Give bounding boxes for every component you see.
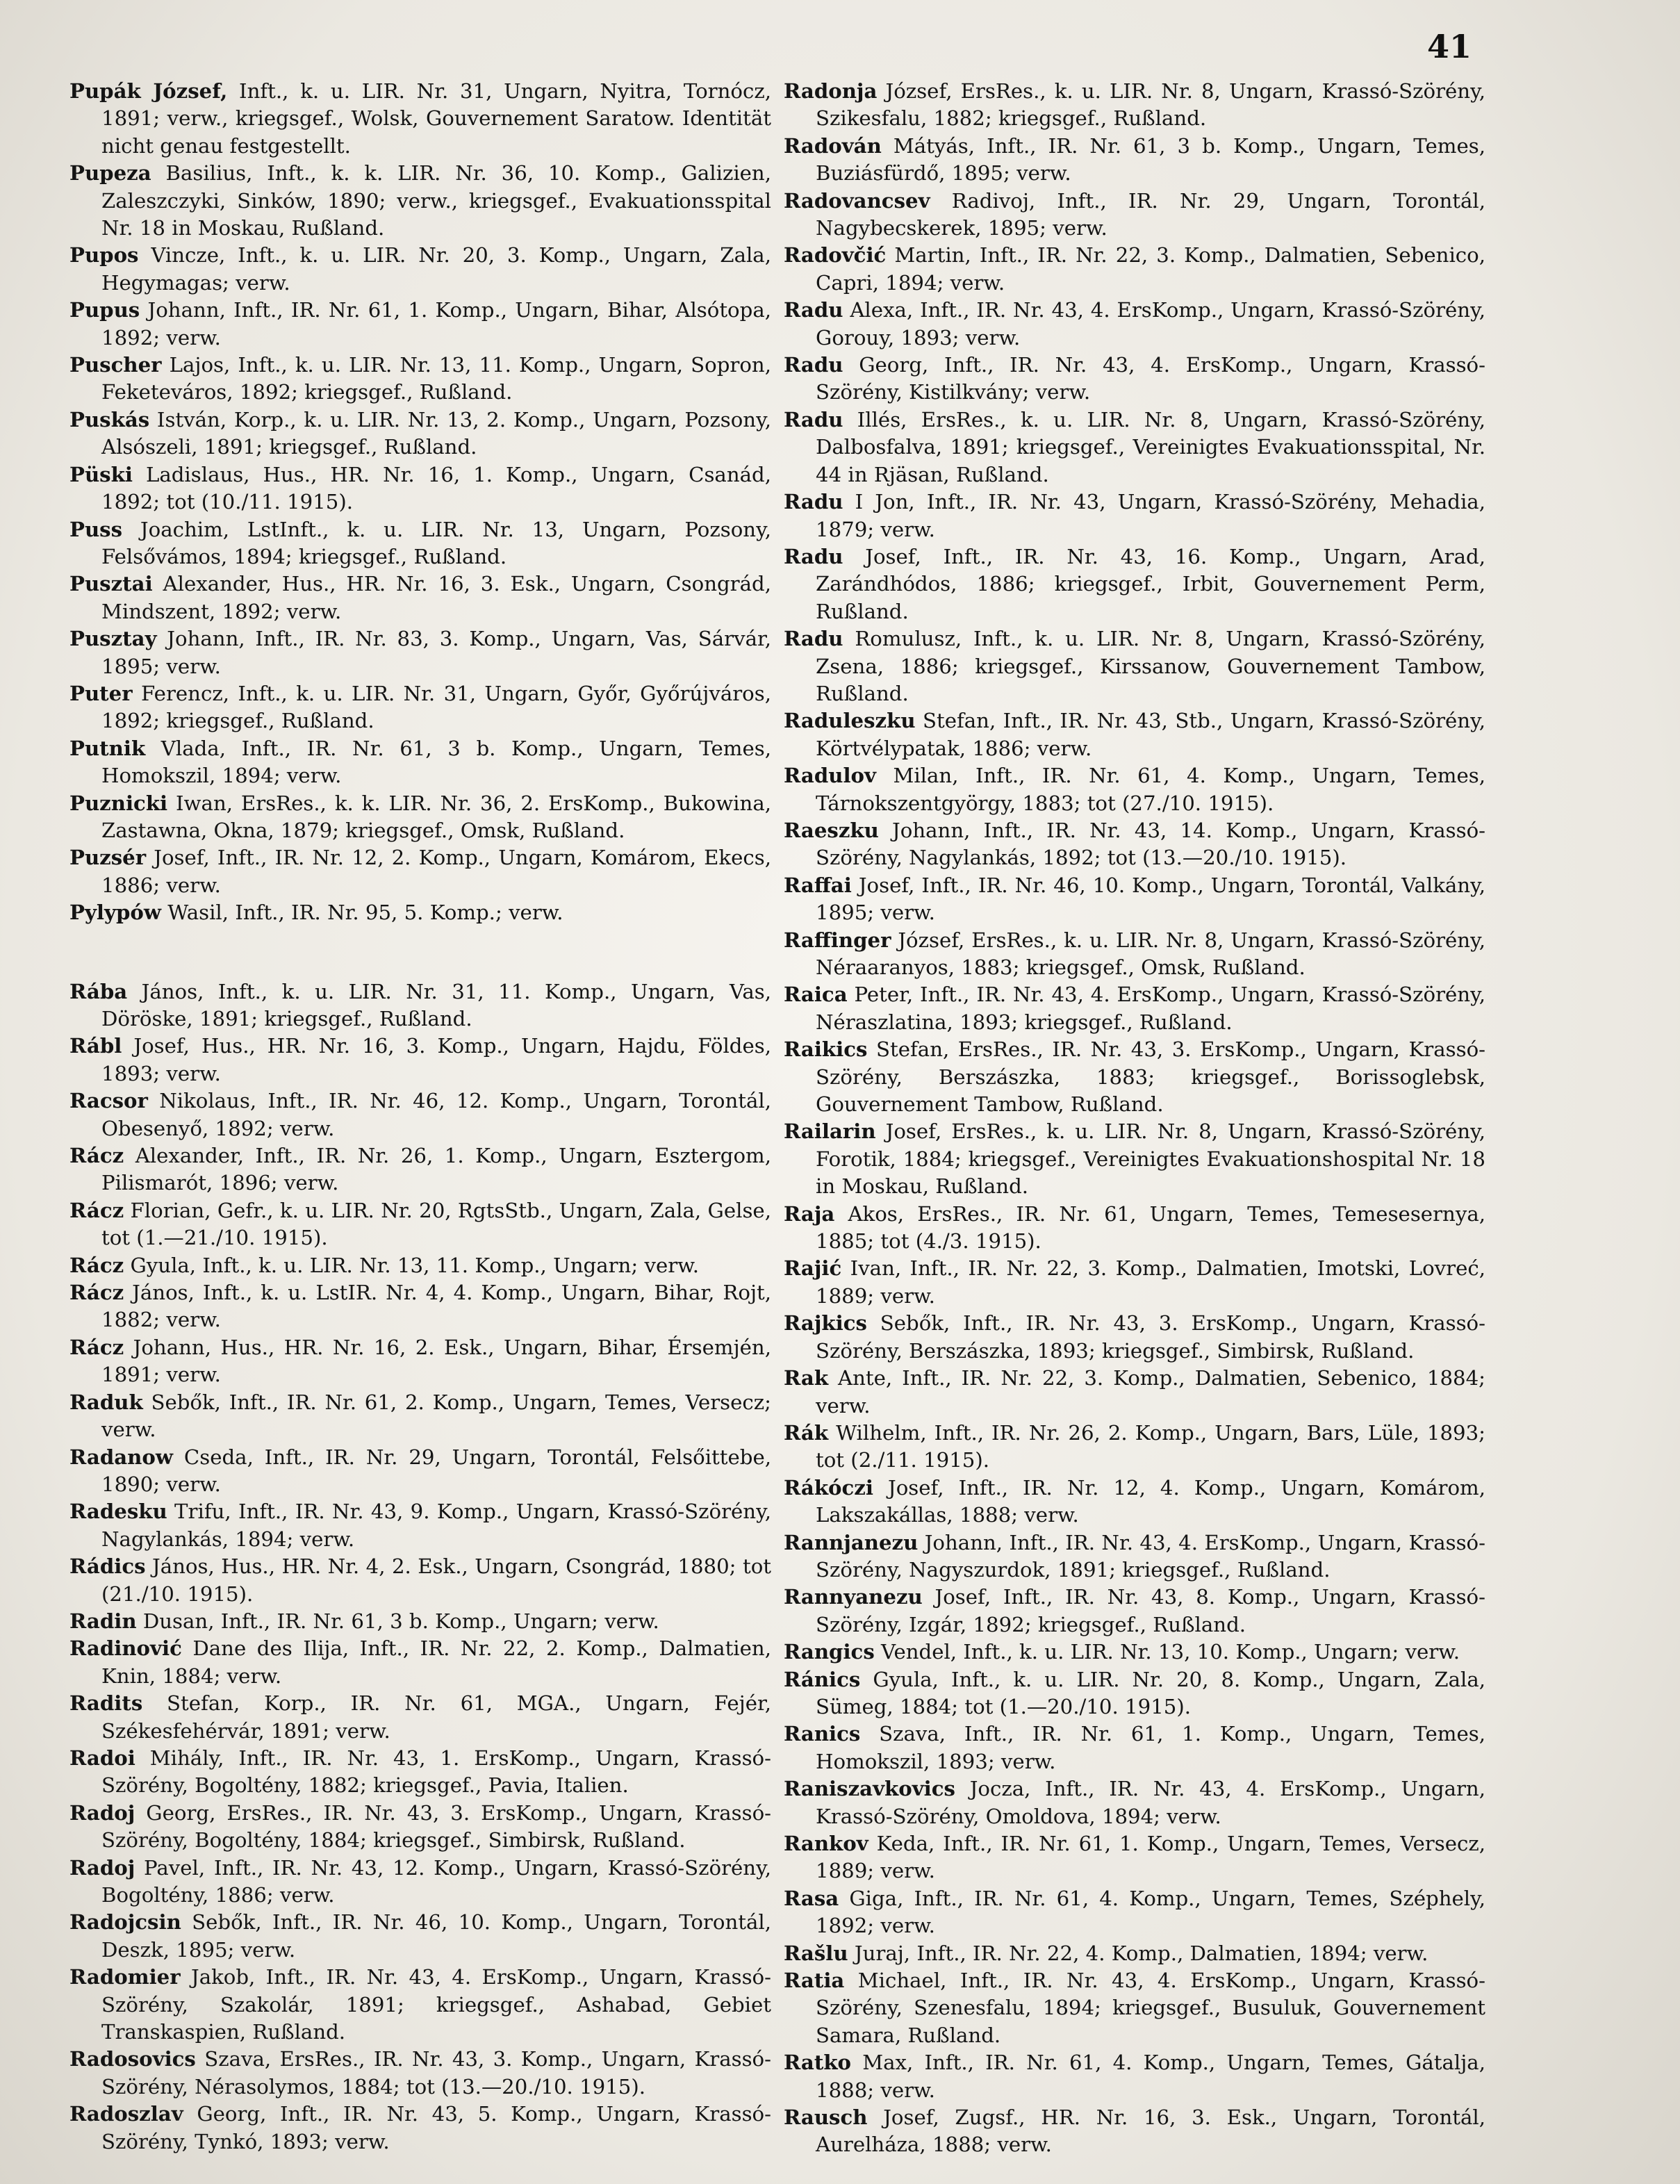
register-entry	[69, 1279, 771, 1334]
register-entry	[69, 570, 771, 625]
register-entry	[69, 160, 771, 242]
entry-details: I Jon, Inft., IR. Nr. 43, Ungarn, Krassó-Szörény, Mehadia, 1879; verw.	[816, 490, 1485, 541]
register-entry	[784, 488, 1485, 543]
entry-surname: Raffinger	[784, 928, 891, 952]
register-entry	[784, 625, 1485, 707]
register-entry	[784, 1775, 1485, 1830]
entry-details: Wilhelm, Inft., IR. Nr. 26, 2. Komp., Ungarn, Bars, Lüle, 1893; tot (2./11. 1915).	[816, 1420, 1485, 1472]
register-entry	[69, 899, 771, 926]
entry-details: Mátyás, Inft., IR. Nr. 61, 3 b. Komp., Ungarn, Temes, Buziásfürdő, 1895; verw.	[816, 133, 1485, 186]
entry-details: Josef, Hus., HR. Nr. 16, 3. Komp., Ungarn, Hajdu, Földes, 1893; verw.	[101, 1034, 771, 1085]
register-entry	[784, 297, 1485, 352]
entry-surname: Radu	[784, 627, 843, 651]
entry-surname: Radulov	[784, 764, 876, 788]
register-entry	[69, 978, 771, 1033]
register-entry	[784, 872, 1485, 927]
entry-surname: Radován	[784, 133, 882, 158]
left-column	[69, 78, 771, 2156]
entry-details: Szava, Inft., IR. Nr. 61, 1. Komp., Ungarn, Temes, Homokszil, 1893; verw.	[816, 1722, 1485, 1773]
entry-surname: Rankov	[784, 1832, 868, 1855]
entry-details: Alexa, Inft., IR. Nr. 43, 4. ErsKomp., Ungarn, Krassó-Szörény, Gorouy, 1893; verw.	[816, 298, 1485, 350]
register-entry	[69, 352, 771, 407]
register-entry	[69, 790, 771, 845]
entry-details: Iwan, ErsRes., k. k. LIR. Nr. 36, 2. ErsKomp., Bukowina, Zastawna, Okna, 1879; kriegsgef., Omsk, Rußland.	[101, 791, 771, 842]
entry-details: Radivoj, Inft., IR. Nr. 29, Ungarn, Torontál, Nagybecskerek, 1895; verw.	[816, 188, 1485, 240]
register-entry	[69, 1498, 771, 1553]
entry-surname: Radesku	[69, 1500, 167, 1524]
entry-details: Josef, Inft., IR. Nr. 46, 10. Komp., Ungarn, Torontál, Valkány, 1895; verw.	[816, 873, 1485, 925]
entry-surname: Radinović	[69, 1636, 182, 1661]
entry-surname: Rausch	[784, 2105, 868, 2130]
entry-surname: Püski	[69, 462, 133, 486]
entry-surname: Puzsér	[69, 846, 147, 870]
entry-details: Joachim, LstInft., k. u. LIR. Nr. 13, Ungarn, Pozsony, Felsővámos, 1894; kriegsgef., Rußland.	[101, 517, 771, 568]
register-entry	[784, 407, 1485, 488]
register-entry	[69, 1855, 771, 1910]
entry-surname: Raffai	[784, 873, 852, 897]
entry-surname: Rák	[784, 1420, 829, 1445]
section-gap	[69, 927, 771, 978]
entry-surname: Puznicki	[69, 791, 168, 815]
entry-details: Johann, Inft., IR. Nr. 83, 3. Komp., Ungarn, Vas, Sárvár, 1895; verw.	[101, 627, 771, 678]
register-entry	[784, 133, 1485, 188]
register-entry	[784, 981, 1485, 1036]
entry-details: Alexander, Inft., IR. Nr. 26, 1. Komp., Ungarn, Esztergom, Pilismarót, 1896; verw.	[101, 1144, 771, 1195]
register-entry	[784, 1967, 1485, 2049]
right-column-entries	[784, 78, 1485, 2159]
entry-surname: Radoszlav	[69, 2102, 183, 2126]
register-entry	[784, 543, 1485, 625]
register-entry	[784, 1420, 1485, 1475]
entry-details: Stefan, Inft., IR. Nr. 43, Stb., Ungarn, Krassó-Szörény, Körtvélypatak, 1886; verw.	[816, 709, 1485, 760]
register-entry	[69, 461, 771, 516]
register-entry	[69, 625, 771, 680]
entry-surname: Radovčić	[784, 243, 887, 268]
entry-surname: Radoi	[69, 1746, 135, 1770]
entry-surname: Raduleszku	[784, 709, 916, 733]
entry-surname: Rannjanezu	[784, 1530, 919, 1554]
register-entry	[784, 1529, 1485, 1584]
entry-details: Ante, Inft., IR. Nr. 22, 3. Komp., Dalmatien, Sebenico, 1884; verw.	[816, 1366, 1485, 1418]
register-entry	[69, 680, 771, 735]
entry-details: Vlada, Inft., IR. Nr. 61, 3 b. Komp., Ungarn, Temes, Homokszil, 1894; verw.	[101, 736, 771, 788]
right-column	[784, 78, 1485, 2159]
entry-surname: Rácz	[69, 1335, 124, 1359]
register-entry	[69, 1745, 771, 1800]
entry-details: Florian, Gefr., k. u. LIR. Nr. 20, RgtsStb., Ungarn, Zala, Gelse, tot (1.—21./10. 1915).	[101, 1198, 771, 1250]
entry-surname: Raniszavkovics	[784, 1777, 955, 1801]
entry-details: Pavel, Inft., IR. Nr. 43, 12. Komp., Ungarn, Krassó-Szörény, Bogoltény, 1886; verw.	[101, 1855, 771, 1907]
register-entry	[784, 1940, 1485, 1967]
entry-surname: Radosovics	[69, 2047, 196, 2071]
entry-surname: Radoj	[69, 1855, 135, 1880]
entry-details: Lajos, Inft., k. u. LIR. Nr. 13, 11. Komp., Ungarn, Sopron, Feketeváros, 1892; kriegsgef., Rußland.	[101, 353, 771, 404]
entry-details: Josef, Inft., IR. Nr. 12, 2. Komp., Ungarn, Komárom, Ekecs, 1886; verw.	[101, 846, 771, 897]
entry-details: Trifu, Inft., IR. Nr. 43, 9. Komp., Ungarn, Krassó-Szörény, Nagylankás, 1894; verw.	[101, 1500, 771, 1551]
register-entry	[784, 1639, 1485, 1666]
entry-surname: Rasa	[784, 1886, 839, 1910]
entry-surname: Railarin	[784, 1119, 876, 1144]
entry-surname: Racsor	[69, 1089, 148, 1113]
entry-surname: Pupus	[69, 298, 140, 322]
register-entry	[69, 1142, 771, 1197]
register-entry	[69, 1334, 771, 1389]
entry-details: János, Inft., k. u. LIR. Nr. 31, 11. Komp., Ungarn, Vas, Döröske, 1891; kriegsgef., Rußland.	[101, 979, 771, 1031]
register-entry	[69, 1553, 771, 1608]
register-entry	[784, 1118, 1485, 1200]
register-entry	[69, 516, 771, 571]
register-entry	[784, 1584, 1485, 1639]
register-entry	[784, 1666, 1485, 1721]
entry-details: Georg, Inft., IR. Nr. 43, 5. Komp., Ungarn, Krassó-Szörény, Tynkó, 1893; verw.	[101, 2102, 771, 2153]
entry-details: István, Korp., k. u. LIR. Nr. 13, 2. Komp., Ungarn, Pozsony, Alsószeli, 1891; kriegsgef., Rußland.	[101, 407, 771, 459]
entry-details: Vincze, Inft., k. u. LIR. Nr. 20, 3. Komp., Ungarn, Zala, Hegymagas; verw.	[101, 243, 771, 295]
entry-surname: Radu	[784, 407, 843, 432]
entry-details: Josef, ErsRes., k. u. LIR. Nr. 8, Ungarn, Krassó-Szörény, Forotik, 1884; kriegsgef., Vereinigtes Evakuationshospital Nr. 18 in Moskau, Rußland.	[816, 1119, 1485, 1199]
entry-surname: Rákóczi	[784, 1475, 873, 1500]
register-entry	[784, 2049, 1485, 2104]
register-entry	[784, 78, 1485, 133]
entry-surname: Pupeza	[69, 161, 151, 186]
entry-details: József, ErsRes., k. u. LIR. Nr. 8, Ungarn, Krassó-Szörény, Szikesfalu, 1882; kriegsgef., Rußland.	[816, 79, 1485, 131]
entry-surname: Rábl	[69, 1034, 122, 1058]
entry-details: Alexander, Hus., HR. Nr. 16, 3. Esk., Ungarn, Csongrád, Mindszent, 1892; verw.	[101, 572, 771, 623]
register-entry	[69, 844, 771, 899]
entry-surname: Radoj	[69, 1800, 135, 1825]
left-column-p-entries	[69, 78, 771, 927]
entry-details: Mihály, Inft., IR. Nr. 43, 1. ErsKomp., Ungarn, Krassó-Szörény, Bogoltény, 1882; kriegsgef., Pavia, Italien.	[101, 1746, 771, 1798]
entry-surname: Radu	[784, 298, 843, 322]
register-entry	[69, 1964, 771, 2046]
entry-details: Gyula, Inft., k. u. LIR. Nr. 20, 8. Komp., Ungarn, Zala, Sümeg, 1884; tot (1.—20./10. 1915).	[816, 1667, 1485, 1718]
entry-details: Dane des Ilija, Inft., IR. Nr. 22, 2. Komp., Dalmatien, Knin, 1884; verw.	[101, 1636, 771, 1688]
entry-surname: Raica	[784, 983, 848, 1007]
entry-details: Ladislaus, Hus., HR. Nr. 16, 1. Komp., Ungarn, Csanád, 1892; tot (10./11. 1915).	[101, 462, 771, 514]
entry-details: Juraj, Inft., IR. Nr. 22, 4. Komp., Dalmatien, 1894; verw.	[848, 1941, 1428, 1965]
entry-details: Josef, Inft., IR. Nr. 12, 4. Komp., Ungarn, Komárom, Lakszakállas, 1888; verw.	[816, 1475, 1485, 1527]
entry-surname: Rajić	[784, 1256, 842, 1281]
entry-details: Martin, Inft., IR. Nr. 22, 3. Komp., Dalmatien, Sebenico, Capri, 1894; verw.	[816, 243, 1485, 295]
register-entry	[784, 1885, 1485, 1940]
entry-details: János, Inft., k. u. LstIR. Nr. 4, 4. Komp., Ungarn, Bihar, Rojt, 1882; verw.	[101, 1281, 771, 1332]
register-entry	[784, 1830, 1485, 1885]
register-entry	[784, 1255, 1485, 1310]
entry-details: Georg, ErsRes., IR. Nr. 43, 3. ErsKomp., Ungarn, Krassó-Szörény, Bogoltény, 1884; kriegsgef., Simbirsk, Rußland.	[101, 1800, 771, 1853]
entry-details: Milan, Inft., IR. Nr. 61, 4. Komp., Ungarn, Temes, Tárnokszentgyörgy, 1883; tot (27./10. 1915).	[816, 764, 1485, 815]
entry-details: Sebők, Inft., IR. Nr. 61, 2. Komp., Ungarn, Temes, Versecz; verw.	[101, 1390, 771, 1442]
entry-surname: Pusztai	[69, 572, 153, 596]
register-entry	[69, 297, 771, 352]
entry-details: Sebők, Inft., IR. Nr. 43, 3. ErsKomp., Ungarn, Krassó-Szörény, Berszászka, 1893; kriegsgef., Simbirsk, Rußland.	[816, 1311, 1485, 1363]
entry-details: János, Hus., HR. Nr. 4, 2. Esk., Ungarn, Csongrád, 1880; tot (21./10. 1915).	[101, 1554, 771, 1606]
entry-details: József, ErsRes., k. u. LIR. Nr. 8, Ungarn, Krassó-Szörény, Néraaranyos, 1883; kriegsgef., Omsk, Rußland.	[816, 928, 1485, 979]
entry-surname: Ratko	[784, 2051, 852, 2075]
entry-details: Vendel, Inft., k. u. LIR. Nr. 13, 10. Komp., Ungarn; verw.	[874, 1640, 1460, 1664]
entry-details: Sebők, Inft., IR. Nr. 46, 10. Komp., Ungarn, Torontál, Deszk, 1895; verw.	[101, 1910, 771, 1962]
register-entry	[69, 1690, 771, 1745]
entry-details: Ferencz, Inft., k. u. LIR. Nr. 31, Ungarn, Győr, Győrújváros, 1892; kriegsgef., Rußland.	[101, 681, 771, 733]
entry-details: Michael, Inft., IR. Nr. 43, 4. ErsKomp., Ungarn, Krassó-Szörény, Szenesfalu, 1894; kriegsgef., Busuluk, Gouvernement Samara, Rußland.	[816, 1969, 1485, 2047]
register-entry	[69, 78, 771, 160]
entry-details: Szava, ErsRes., IR. Nr. 43, 3. Komp., Ungarn, Krassó-Szörény, Nérasolymos, 1884; tot (13.—20./10. 1915).	[101, 2047, 771, 2099]
register-entry	[69, 1909, 771, 1964]
entry-surname: Radits	[69, 1691, 143, 1716]
entry-details: Basilius, Inft., k. k. LIR. Nr. 36, 10. Komp., Galizien, Zaleszczyki, Sinków, 1890; verw., kriegsgef., Evakuationsspital Nr. 18 in Moskau, Rußland.	[101, 161, 771, 240]
register-entry	[69, 735, 771, 790]
entry-details: Johann, Inft., IR. Nr. 43, 4. ErsKomp., Ungarn, Krassó-Szörény, Nagyszurdok, 1891; kriegsgef., Rußland.	[816, 1530, 1485, 1582]
entry-surname: Pupos	[69, 243, 139, 268]
entry-details: Illés, ErsRes., k. u. LIR. Nr. 8, Ungarn, Krassó-Szörény, Dalbosfalva, 1891; kriegsgef., Vereinigtes Evakuationsspital, Nr. 44 in Rjäsan, Rußland.	[816, 407, 1485, 486]
register-entry	[69, 2101, 771, 2156]
register-entry	[69, 1389, 771, 1444]
entry-details: Jocza, Inft., IR. Nr. 43, 4. ErsKomp., Ungarn, Krassó-Szörény, Omoldova, 1894; verw.	[816, 1777, 1485, 1828]
entry-details: Georg, Inft., IR. Nr. 43, 4. ErsKomp., Ungarn, Krassó-Szörény, Kistilkvány; verw.	[816, 353, 1485, 404]
entry-surname: Ratia	[784, 1969, 845, 1993]
entry-details: Peter, Inft., IR. Nr. 43, 4. ErsKomp., Ungarn, Krassó-Szörény, Néraszlatina, 1893; kriegsgef., Rußland.	[816, 983, 1485, 1034]
page-number: 41	[1426, 28, 1472, 65]
register-entry	[784, 188, 1485, 243]
entry-surname: Radanow	[69, 1445, 173, 1469]
entry-surname: Radovancsev	[784, 188, 930, 213]
register-entry	[69, 1608, 771, 1635]
entry-surname: Rak	[784, 1366, 829, 1390]
register-entry	[784, 1475, 1485, 1529]
register-entry	[69, 2046, 771, 2101]
entry-details: Gyula, Inft., k. u. LIR. Nr. 13, 11. Komp., Ungarn; verw.	[124, 1253, 699, 1277]
entry-surname: Puter	[69, 681, 133, 705]
register-entry	[784, 1310, 1485, 1365]
register-entry	[69, 242, 771, 297]
entry-surname: Radu	[784, 544, 843, 568]
entry-details: Giga, Inft., IR. Nr. 61, 4. Komp., Ungarn, Temes, Széphely, 1892; verw.	[816, 1886, 1485, 1938]
entry-details: Josef, Inft., IR. Nr. 43, 16. Komp., Ungarn, Arad, Zarándhódos, 1886; kriegsgef., Irbit, Gouvernement Perm, Rußland.	[816, 544, 1485, 623]
entry-surname: Rácz	[69, 1144, 124, 1168]
entry-surname: Raikics	[784, 1037, 868, 1062]
entry-surname: Rádics	[69, 1554, 146, 1579]
entry-surname: Rácz	[69, 1253, 124, 1277]
entry-surname: Radu	[784, 353, 843, 377]
entry-details: Inft., k. u. LIR. Nr. 31, Ungarn, Nyitra, Tornócz, 1891; verw., kriegsgef., Wolsk, Gouvernement Saratow. Identität nicht genau festgestellt.	[101, 79, 771, 158]
entry-surname: Pusztay	[69, 627, 157, 651]
entry-surname: Rácz	[69, 1198, 124, 1222]
register-entry	[784, 817, 1485, 872]
entry-details: Ivan, Inft., IR. Nr. 22, 3. Komp., Dalmatien, Imotski, Lovreć, 1889; verw.	[816, 1256, 1485, 1308]
entry-surname: Radonja	[784, 79, 878, 103]
entry-surname: Rangics	[784, 1640, 875, 1664]
entry-surname: Radomier	[69, 1965, 181, 1989]
entry-details: Wasil, Inft., IR. Nr. 95, 5. Komp.; verw.	[160, 901, 563, 925]
register-entry	[69, 1087, 771, 1142]
register-entry	[69, 1635, 771, 1690]
entry-surname: Raeszku	[784, 818, 879, 842]
register-entry	[69, 1800, 771, 1855]
entry-details: Jakob, Inft., IR. Nr. 43, 4. ErsKomp., Ungarn, Krassó-Szörény, Szakolár, 1891; kriegsgef., Ashabad, Gebiet Transkaspien, Rußland.	[101, 1965, 771, 2044]
entry-details: Keda, Inft., IR. Nr. 61, 1. Komp., Ungarn, Temes, Versecz, 1889; verw.	[816, 1832, 1485, 1883]
register-entry	[784, 707, 1485, 762]
register-entry	[69, 1444, 771, 1499]
entry-surname: Puscher	[69, 353, 162, 377]
entry-details: Dusan, Inft., IR. Nr. 61, 3 b. Komp., Ungarn; verw.	[136, 1609, 659, 1633]
entry-surname: Raduk	[69, 1390, 143, 1414]
register-entry	[784, 1036, 1485, 1118]
entry-details: Johann, Inft., IR. Nr. 43, 14. Komp., Ungarn, Krassó-Szörény, Nagylankás, 1892; tot (13.—20./10. 1915).	[816, 818, 1485, 870]
entry-surname: Pupák József,	[69, 79, 228, 103]
entry-surname: Ranics	[784, 1722, 861, 1746]
entry-details: Max, Inft., IR. Nr. 61, 4. Komp., Ungarn, Temes, Gátalja, 1888; verw.	[816, 2051, 1485, 2102]
entry-surname: Pylypów	[69, 901, 161, 925]
entry-surname: Rába	[69, 979, 128, 1003]
entry-details: Johann, Inft., IR. Nr. 61, 1. Komp., Ungarn, Bihar, Alsótopa, 1892; verw.	[101, 298, 771, 350]
entry-surname: Radin	[69, 1609, 137, 1633]
entry-surname: Rašlu	[784, 1941, 848, 1965]
register-entry	[784, 762, 1485, 817]
register-entry	[784, 1201, 1485, 1256]
register-entry	[784, 927, 1485, 982]
entry-surname: Raja	[784, 1201, 835, 1226]
entry-details: Romulusz, Inft., k. u. LIR. Nr. 8, Ungarn, Krassó-Szörény, Zsena, 1886; kriegsgef., Kirssanow, Gouvernement Tambow, Rußland.	[816, 627, 1485, 705]
entry-surname: Rannyanezu	[784, 1585, 923, 1609]
left-column-r-entries	[69, 978, 771, 2156]
entry-details: Akos, ErsRes., IR. Nr. 61, Ungarn, Temes, Temesesernya, 1885; tot (4./3. 1915).	[816, 1201, 1485, 1254]
register-entry	[784, 2104, 1485, 2159]
entry-details: Johann, Hus., HR. Nr. 16, 2. Esk., Ungarn, Bihar, Érsemjén, 1891; verw.	[101, 1335, 771, 1387]
register-entry	[784, 242, 1485, 297]
entry-surname: Radojcsin	[69, 1910, 181, 1935]
entry-details: Nikolaus, Inft., IR. Nr. 46, 12. Komp., Ungarn, Torontál, Obesenyő, 1892; verw.	[101, 1089, 771, 1140]
entry-details: Stefan, Korp., IR. Nr. 61, MGA., Ungarn, Fejér, Székesfehérvár, 1891; verw.	[101, 1691, 771, 1743]
entry-details: Josef, Inft., IR. Nr. 43, 8. Komp., Ungarn, Krassó-Szörény, Izgár, 1892; kriegsgef., Rußland.	[816, 1585, 1485, 1636]
register-entry	[69, 1197, 771, 1252]
register-entry	[69, 407, 771, 461]
register-entry	[784, 1365, 1485, 1420]
entry-surname: Putnik	[69, 736, 146, 760]
entry-details: Cseda, Inft., IR. Nr. 29, Ungarn, Torontál, Felsőittebe, 1890; verw.	[101, 1445, 771, 1496]
entry-surname: Rajkics	[784, 1311, 867, 1336]
register-entry	[784, 1721, 1485, 1775]
register-entry	[784, 352, 1485, 407]
entry-surname: Ránics	[784, 1667, 861, 1691]
register-entry	[69, 1033, 771, 1087]
entry-details: Stefan, ErsRes., IR. Nr. 43, 3. ErsKomp., Ungarn, Krassó-Szörény, Berszászka, 1883; kriegsgef., Borissoglebsk, Gouvernement Tambow, Rußland.	[816, 1037, 1485, 1117]
entry-details: Josef, Zugsf., HR. Nr. 16, 3. Esk., Ungarn, Torontál, Aurelháza, 1888; verw.	[816, 2105, 1485, 2157]
entry-surname: Puss	[69, 517, 123, 541]
entry-surname: Rácz	[69, 1281, 124, 1305]
entry-surname: Puskás	[69, 407, 150, 432]
register-entry	[69, 1252, 771, 1279]
entry-surname: Radu	[784, 490, 843, 514]
